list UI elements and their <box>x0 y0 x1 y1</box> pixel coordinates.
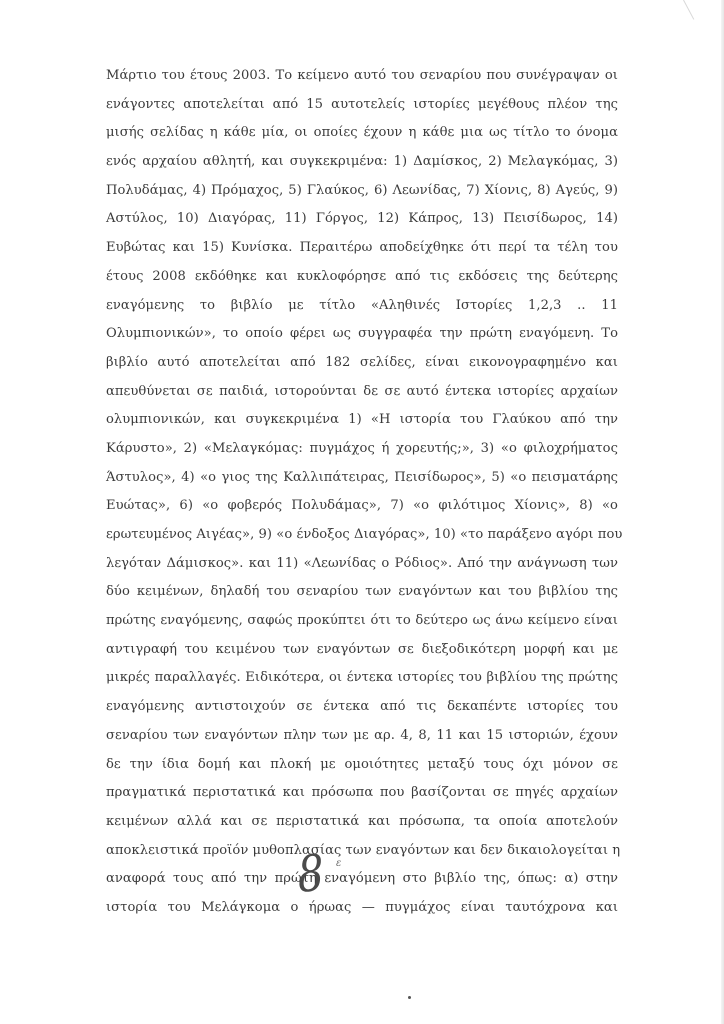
text-line: Άστυλος», 4) «ο γιος της Καλλιπάτειρας, Πεισίδωρος», 5) «ο πεισματάρης <box>106 469 618 485</box>
text-line: πραγματικά περιστατικά και πρόσωπα που βασίζονται σε πηγές αρχαίων <box>106 785 618 801</box>
text-line: αποκλειστικά προϊόν μυθοπλασίας των εναγόντων και δεν δικαιολογείται η <box>106 842 621 858</box>
text-line: βιβλίο αυτό αποτελείται από 182 σελίδες, είναι εικονογραφημένο και <box>106 354 618 370</box>
text-line: αντιγραφή του κειμένου των εναγόντων σε διεξοδικότερη μορφή και με <box>106 641 618 657</box>
text-line: λεγόταν Δάμισκος». και 11) «Λεωνίδας ο Ρόδιος». Από την ανάγνωση των <box>106 555 618 571</box>
page-number: 8 <box>296 843 326 904</box>
text-line: ιστορία του Μελάγκομα ο ήρωας — πυγμάχος είναι ταυτόχρονα και <box>106 899 618 915</box>
text-line: Πολυδάμας, 4) Πρόμαχος, 5) Γλαύκος, 6) Λεωνίδας, 7) Χίονις, 8) Αγεύς, 9) <box>106 182 618 198</box>
text-line: ενάγοντες αποτελείται από 15 αυτοτελείς ιστορίες μεγέθους πλέον της <box>106 96 618 112</box>
body-text <box>106 62 623 923</box>
text-line: Αστύλος, 10) Διαγόρας, 11) Γόργος, 12) Κάπρος, 13) Πεισίδωρος, 14) <box>106 211 618 227</box>
text-line: Ολυμπιονικών», το οποίο φέρει ως συγγραφέα την πρώτη εναγόμενη. Το <box>106 326 618 342</box>
text-line: δύο κειμένων, δηλαδή του σεναρίου των εναγόντων και του βιβλίου της <box>106 584 618 600</box>
text-line: σεναρίου των εναγόντων πλην των με αρ. 4, 8, 11 και 15 ιστοριών, έχουν <box>106 727 618 743</box>
text-line: κειμένων αλλά και σε περιστατικά και πρόσωπα, τα οποία αποτελούν <box>106 813 618 829</box>
text-line: Κάρυστο», 2) «Μελαγκόμας: πυγμάχος ή χορευτής;», 3) «ο φιλοχρήματος <box>106 440 618 456</box>
scan-speck <box>408 996 411 999</box>
text-line: δε την ίδια δομή και πλοκή με ομοιότητες μεταξύ τους όχι μόνον σε <box>106 756 618 772</box>
text-line: Ευώτας», 6) «ο φοβερός Πολυδάμας», 7) «ο φιλότιμος Χίονις», 8) «ο <box>106 498 618 514</box>
text-line: μικρές παραλλαγές. Ειδικότερα, οι έντεκα ιστορίες του βιβλίου της πρώτης <box>106 670 618 686</box>
text-line: ερωτευμένος Αιγέας», 9) «ο ένδοξος Διαγόρας», 10) «το παράξενο αγόρι που <box>106 527 623 542</box>
text-line: μισής σελίδας η κάθε μία, οι οποίες έχουν η κάθε μια ως τίτλο το όνομα <box>106 125 618 141</box>
scan-mark <box>683 0 694 20</box>
text-line: εναγόμενης το βιβλίο με τίτλο «Αληθινές Ιστορίες 1,2,3 .. 11 <box>106 297 618 313</box>
text-line: αναφορά τους από την πρώτη εναγόμενη στο βιβλίο της, όπως: α) στην <box>106 871 618 887</box>
text-line: πρώτης εναγόμενης, σαφώς προκύπτει ότι το δεύτερο ως άνω κείμενο είναι <box>106 613 618 629</box>
text-line: Μάρτιο του έτους 2003. Το κείμενο αυτό του σεναρίου που συνέγραψαν οι <box>106 68 618 83</box>
page-number-suffix: ε <box>336 858 342 869</box>
text-line: απευθύνεται σε παιδιά, ιστορούνται δε σε αυτό έντεκα ιστορίες αρχαίων <box>106 383 618 399</box>
text-line: Ευβώτας και 15) Κυνίσκα. Περαιτέρω αποδείχθηκε ότι περί τα τέλη του <box>106 240 618 256</box>
handwritten-page-number <box>296 843 366 912</box>
text-line: έτους 2008 εκδόθηκε και κυκλοφόρησε από τις εκδόσεις της δεύτερης <box>106 268 618 284</box>
text-line: ολυμπιονικών, και συγκεκριμένα 1) «Η ιστορία του Γλαύκου από την <box>106 412 618 428</box>
text-line: εναγόμενης αντιστοιχούν σε έντεκα από τις δεκαπέντε ιστορίες του <box>106 699 618 715</box>
text-line: ενός αρχαίου αθλητή, και συγκεκριμένα: 1) Δαμίσκος, 2) Μελαγκόμας, 3) <box>106 154 618 170</box>
